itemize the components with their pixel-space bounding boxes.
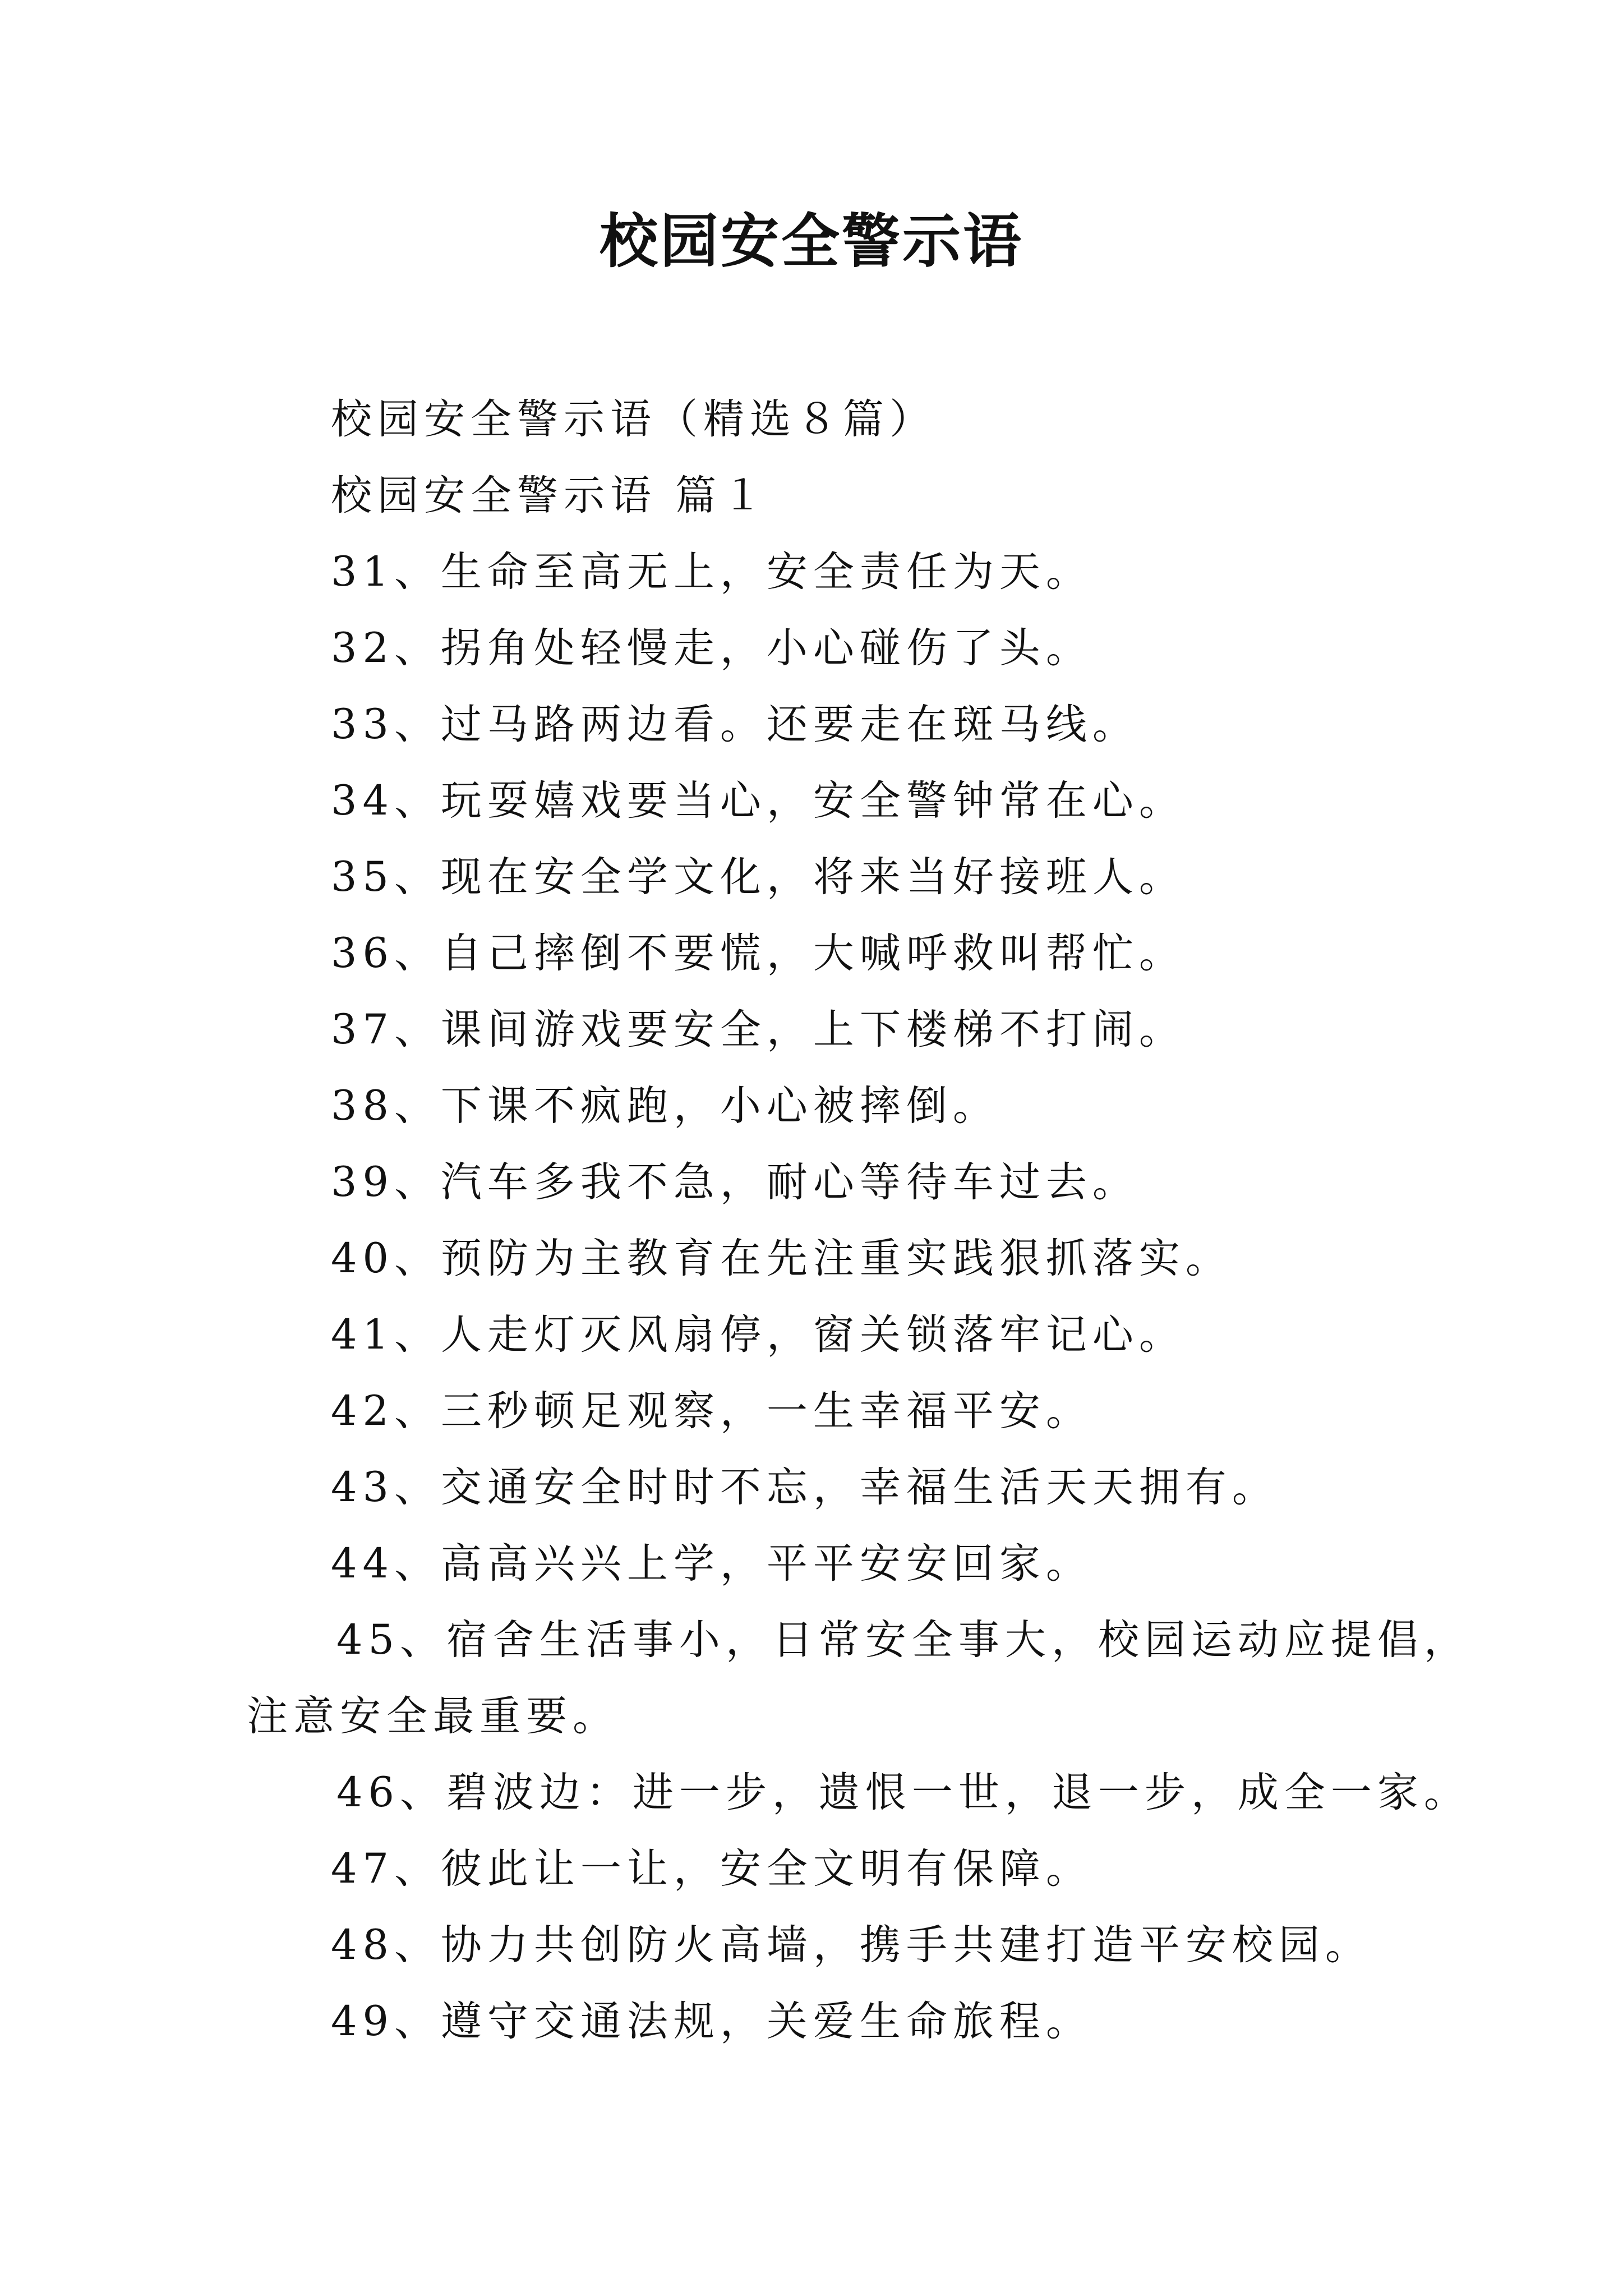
slogan-item-33: 33、过马路两边看。还要走在斑马线。 (331, 701, 1139, 748)
slogan-item-41: 41、人走灯灭风扇停，窗关锁落牢记心。 (331, 1311, 1186, 1359)
slogan-item-36: 36、自己摔倒不要慌，大喊呼救叫帮忙。 (331, 930, 1186, 977)
slogan-item-46: 46、碧波边：进一步，遗恨一世，退一步，成全一家。 (336, 1769, 1470, 1816)
slogan-item-45-line-2: 注意安全最重要。 (247, 1692, 619, 1740)
document-body (247, 381, 1470, 2060)
slogan-item-34: 34、玩耍嬉戏要当心，安全警钟常在心。 (331, 777, 1186, 825)
slogan-item-49: 49、遵守交通法规，关爱生命旅程。 (331, 1998, 1092, 2045)
slogan-item-40: 40、预防为主教育在先注重实践狠抓落实。 (331, 1235, 1232, 1282)
slogan-item-43: 43、交通安全时时不忘，幸福生活天天拥有。 (331, 1464, 1279, 1511)
slogan-item-42: 42、三秒顿足观察，一生幸福平安。 (331, 1387, 1092, 1435)
slogan-item-38: 38、下课不疯跑，小心被摔倒。 (331, 1082, 999, 1130)
document-subtitle: 校园安全警示语（精选８篇） (331, 395, 936, 443)
slogan-item-37: 37、课间游戏要安全，上下楼梯不打闹。 (331, 1006, 1186, 1053)
slogan-item-39: 39、汽车多我不急，耐心等待车过去。 (331, 1158, 1139, 1206)
slogan-item-45-line-1: 45、宿舍生活事小，日常安全事大，校园运动应提倡， (336, 1616, 1470, 1664)
slogan-item-44: 44、高高兴兴上学，平平安安回家。 (331, 1540, 1092, 1588)
slogan-item-32: 32、拐角处轻慢走，小心碰伤了头。 (331, 624, 1092, 672)
slogan-item-35: 35、现在安全学文化，将来当好接班人。 (331, 853, 1186, 901)
slogan-item-31: 31、生命至高无上，安全责任为天。 (331, 548, 1092, 596)
slogan-item-47: 47、彼此让一让，安全文明有保障。 (331, 1845, 1092, 1893)
slogan-item-48: 48、协力共创防火高墙，携手共建打造平安校园。 (331, 1921, 1372, 1969)
section-heading: 校园安全警示语 篇１ (331, 472, 769, 519)
document-title: 校园安全警示语 (599, 206, 1023, 275)
